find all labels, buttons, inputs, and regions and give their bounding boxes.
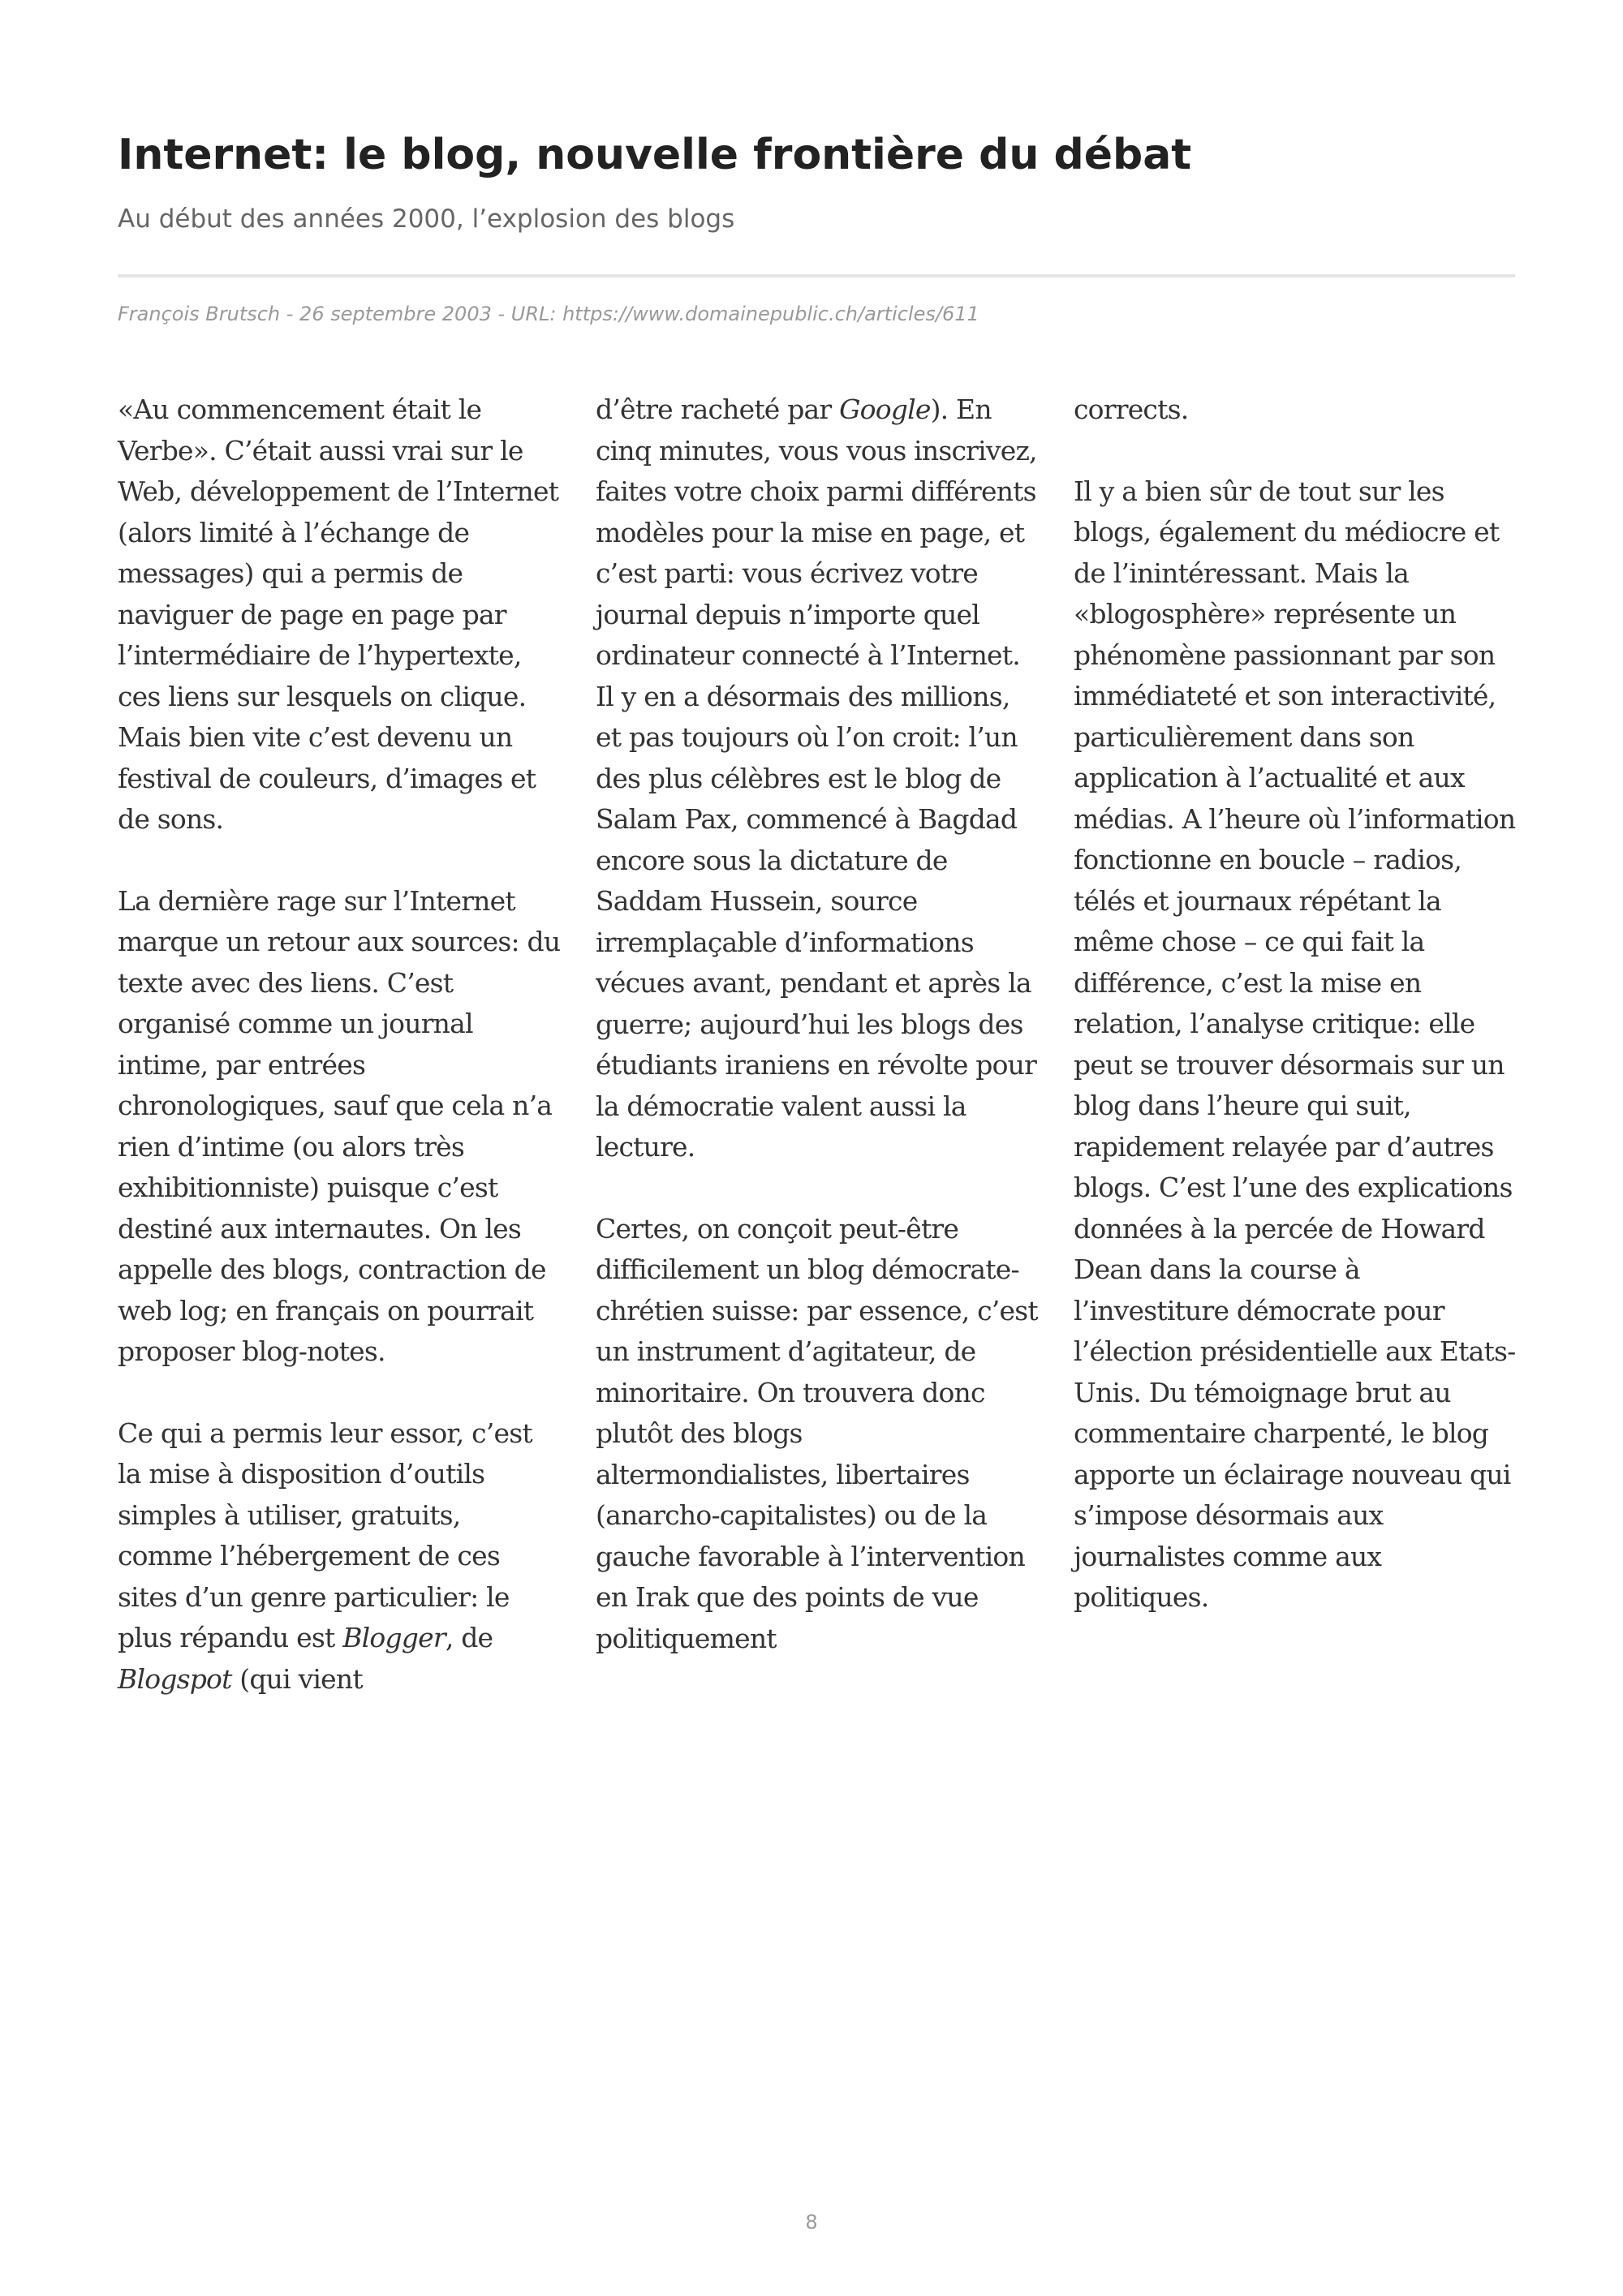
paragraph (1074, 471, 1518, 1619)
paragraph (1074, 389, 1518, 431)
text-run: (qui vient (231, 1662, 363, 1695)
paragraph (596, 389, 1040, 1168)
text-run: Il y a bien sûr de tout sur les blogs, également du médiocre et de l’inintéressant. Mais la «blogosphère» représente un phénomène passionnant par son immédiateté et son interactivité, particulièrement dans son application à l’actualité et aux médias. A l’heure où l’information fonctionne en boucle – radios, télés et journaux répétant la même chose – ce qui fait la différence, c’est la mise en relation, l’analyse critique: elle peut se trouver désormais sur un blog dans l’heure qui suit, rapidement relayée par d’autres blogs. C’est l’une des explications données à la percée de Howard Dean dans la course à l’investiture démocrate pour l’élection présidentielle aux Etats-Unis. Du témoignage brut au commentaire charpenté, le blog apporte un éclairage nouveau qui s’impose désormais aux journalistes comme aux politiques. (1074, 475, 1516, 1613)
text-run: d’être racheté par (596, 393, 840, 425)
text-run: Certes, on conçoit peut-être difficilement un blog démocrate-chrétien suisse: par essence, c’est un instrument d’agitateur, de minoritaire. On trouvera donc plutôt des blogs altermondialistes, libertaires (anarcho-capitalistes) ou de la gauche favorable à l’intervention en Irak que des points de vue politiquement (596, 1212, 1038, 1654)
text-run: ). En cinq minutes, vous vous inscrivez, faites votre choix parmi différents modèles pour la mise en page, et c’est parti: vous écrivez votre journal depuis n’importe quel ordinateur connecté à l’Internet. Il y en a désormais des millions, et pas toujours où l’on croit: l’un des plus célèbres est le blog de Salam Pax, commencé à Bagdad encore sous la dictature de Saddam Hussein, source irremplaçable d’informations vécues avant, pendant et après la guerre; aujourd’hui les blogs des étudiants iraniens en révolte pour la démocratie valent aussi la lecture. (596, 393, 1037, 1163)
article-title: Internet: le blog, nouvelle frontière du débat (118, 131, 1192, 179)
italic-text: Blogspot (118, 1662, 232, 1695)
text-run: corrects. (1074, 393, 1189, 425)
text-run: Ce qui a permis leur essor, c’est la mise à disposition d’outils simples à utiliser, gratuits, comme l’hébergement de ces sites d’un genre particulier: le plus répandu est (118, 1417, 532, 1653)
paragraph (118, 881, 562, 1373)
header-divider (118, 274, 1515, 277)
page-number: 8 (805, 2211, 818, 2234)
text-run: «Au commencement était le Verbe». C’était aussi vrai sur le Web, développement de l’Internet (alors limité à l’échange de messages) qui a permis de naviguer de page en page par l’intermédiaire de l’hypertexte, ces liens sur lesquels on clique. Mais bien vite c’est devenu un festival de couleurs, d’images et de sons. (118, 393, 559, 835)
text-run: La dernière rage sur l’Internet marque un retour aux sources: du texte avec des liens. C’est organisé comme un journal intime, par entrées chronologiques, sauf que cela n’a rien d’intime (ou alors très exhibitionniste) puisque c’est destiné aux internautes. On les appelle des blogs, contraction de web log; en français on pourrait proposer blog-notes. (118, 884, 561, 1367)
article-subtitle: Au début des années 2000, l’explosion des blogs (118, 204, 735, 234)
paragraph (118, 1413, 562, 1701)
article-body (118, 389, 1515, 1720)
text-column-3 (1074, 389, 1518, 1659)
italic-text: Google (839, 393, 931, 425)
paragraph (118, 389, 562, 841)
text-run: , de (445, 1622, 493, 1653)
text-column-2 (596, 389, 1040, 1700)
italic-text: Blogger (342, 1622, 446, 1653)
text-column-1 (118, 389, 562, 1740)
paragraph (596, 1209, 1040, 1660)
article-byline: François Brutsch - 26 septembre 2003 - URL: https://www.domainepublic.ch/articles/611 (118, 303, 979, 325)
